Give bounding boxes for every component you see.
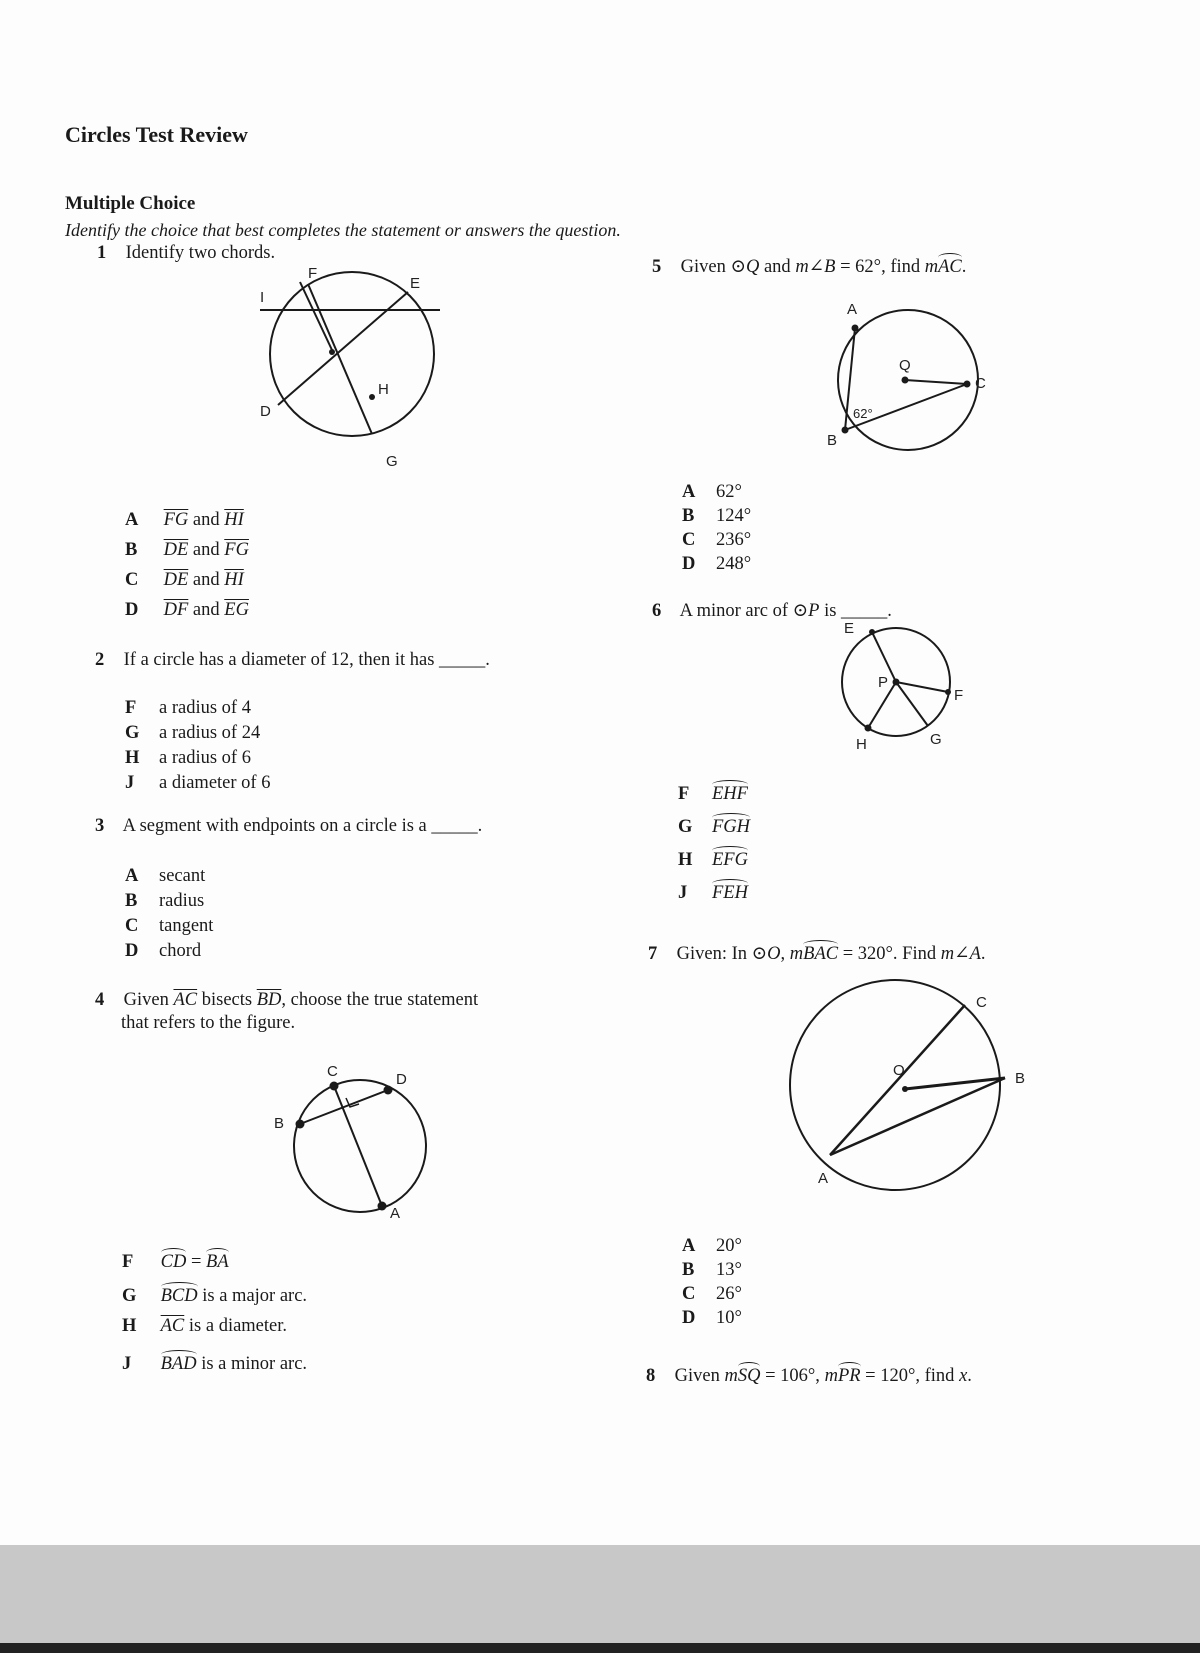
choice-letter: J	[678, 883, 688, 903]
choice-text: a radius of 6	[159, 748, 251, 768]
choice-letter: J	[125, 773, 135, 793]
question-text: = 120°, find	[860, 1366, 960, 1386]
q3-choice-c[interactable]	[125, 916, 213, 937]
arc: PR	[838, 1362, 861, 1387]
fig-label-F: F	[954, 687, 964, 704]
fig-label-I: I	[260, 289, 265, 306]
variable: x	[959, 1366, 968, 1386]
q7-choice-d[interactable]	[682, 1308, 742, 1329]
question-text: Given ⊙	[680, 257, 746, 277]
question-text: .	[961, 257, 967, 277]
choice-letter: C	[125, 570, 139, 590]
question-text: A minor arc of ⊙	[679, 601, 809, 621]
fig-label-O: O	[893, 1062, 905, 1079]
choice-text: a radius of 4	[159, 698, 251, 718]
q2-choice-g[interactable]	[125, 723, 260, 744]
q5-choice-c[interactable]	[682, 530, 751, 551]
section-heading: Multiple Choice	[65, 193, 196, 214]
choice-letter: D	[125, 600, 139, 620]
circle-name: O	[767, 944, 781, 964]
question-text: Given: In ⊙	[676, 944, 768, 964]
question-text: Given	[674, 1366, 725, 1386]
choice-text: is a diameter.	[188, 1316, 288, 1336]
equals: =	[190, 1252, 202, 1272]
fig-label-A: A	[818, 1170, 829, 1187]
choice-text: 248°	[716, 554, 752, 574]
question-5	[652, 253, 966, 278]
q7-choice-c[interactable]	[682, 1284, 742, 1305]
question-text: is _____.	[819, 601, 892, 621]
fig-label-C: C	[327, 1063, 338, 1080]
fig-label-H: H	[856, 736, 867, 753]
connector: and	[192, 600, 220, 620]
q1-choice-b[interactable]	[125, 540, 249, 561]
segment: $\overline{AC}$	[173, 990, 198, 1010]
question-text: = 320°. Find	[838, 944, 941, 964]
segment: $\overline{DE}$	[163, 540, 189, 560]
q5-choice-b[interactable]	[682, 506, 751, 527]
question-text: Given	[123, 990, 169, 1010]
choice-text: radius	[159, 891, 205, 911]
fig-label-C: C	[976, 994, 987, 1011]
choice-letter: A	[682, 1236, 696, 1256]
choice-text: tangent	[159, 916, 214, 936]
measure: m	[924, 257, 939, 277]
question-number: 2	[95, 650, 105, 670]
question-text: , choose the true statement	[281, 990, 479, 1010]
fig-label-angle: 62°	[853, 406, 873, 421]
segment: $\overline{HI}$	[224, 510, 244, 530]
circle-name: Q	[745, 257, 760, 277]
segment: $\overline{DE}$	[163, 570, 189, 590]
arc: EFG	[712, 846, 748, 871]
choice-letter: G	[122, 1286, 137, 1306]
choice-letter: F	[122, 1252, 134, 1272]
page-title: Circles Test Review	[65, 122, 248, 147]
q5-choice-a[interactable]	[682, 482, 742, 503]
measure: m	[789, 944, 804, 964]
arc: BAC	[803, 940, 838, 965]
question-1	[97, 243, 275, 264]
choice-letter: B	[682, 1260, 695, 1280]
q6-choice-g[interactable]	[678, 813, 750, 838]
choice-text: secant	[159, 866, 206, 886]
arc: BAD	[161, 1350, 197, 1375]
choice-text: a radius of 24	[159, 723, 261, 743]
arc: BCD	[161, 1282, 198, 1307]
choice-text: a diameter of 6	[159, 773, 271, 793]
fig-label-B: B	[274, 1115, 285, 1132]
measure: m	[724, 1366, 738, 1386]
question-text: A segment with endpoints on a circle is a _____.	[122, 816, 483, 836]
q3-choice-d[interactable]	[125, 941, 201, 962]
segment: $\overline{EG}$	[224, 600, 249, 620]
choice-letter: G	[678, 817, 693, 837]
angle: m∠A	[940, 944, 981, 964]
q3-choice-a[interactable]	[125, 866, 205, 887]
choice-letter: B	[125, 540, 138, 560]
choice-letter: C	[125, 916, 139, 936]
scan-bottom-edge	[0, 1643, 1200, 1653]
choice-letter: H	[678, 850, 693, 870]
q4-choice-h[interactable]	[122, 1316, 287, 1337]
choice-text: 124°	[716, 506, 752, 526]
fig-label-B: B	[1015, 1070, 1026, 1087]
measure: m	[824, 1366, 838, 1386]
figure-q6-circle	[830, 620, 990, 755]
fig-label-F: F	[308, 265, 318, 282]
question-text: = 106°,	[760, 1366, 825, 1386]
arc: BA	[206, 1248, 229, 1273]
fig-label-E: E	[410, 275, 421, 292]
choice-text: 13°	[716, 1260, 742, 1280]
q2-choice-h[interactable]	[125, 748, 251, 769]
q7-choice-a[interactable]	[682, 1236, 742, 1257]
fig-label-Q: Q	[899, 357, 911, 374]
choice-letter: D	[125, 941, 139, 961]
q1-choice-c[interactable]	[125, 570, 244, 591]
q7-choice-b[interactable]	[682, 1260, 742, 1281]
question-3	[95, 816, 482, 837]
question-number: 6	[652, 601, 662, 621]
arc: SQ	[738, 1362, 761, 1387]
segment: $\overline{BD}$	[256, 990, 282, 1010]
scan-bottom-margin	[0, 1545, 1200, 1653]
q6-choice-f[interactable]	[678, 780, 748, 805]
question-4	[95, 990, 478, 1011]
connector: and	[192, 540, 220, 560]
choice-letter: A	[125, 510, 139, 530]
question-text: .	[980, 944, 986, 964]
choice-letter: D	[682, 1308, 696, 1328]
choice-text: 10°	[716, 1308, 742, 1328]
segment: $\overline{FG}$	[224, 540, 249, 560]
choice-letter: A	[682, 482, 696, 502]
question-text: If a circle has a diameter of 12, then it has _____.	[123, 650, 490, 670]
choice-text: is a major arc.	[202, 1286, 308, 1306]
fig-label-G: G	[930, 731, 942, 748]
arc: FEH	[712, 879, 748, 904]
circle-name: P	[808, 601, 820, 621]
arc: EHF	[712, 780, 748, 805]
angle: m∠B	[795, 257, 836, 277]
question-number: 7	[648, 944, 658, 964]
q1-choice-a[interactable]	[125, 510, 244, 531]
question-text: and	[759, 257, 796, 277]
choice-letter: B	[125, 891, 138, 911]
fig-label-B: B	[827, 432, 838, 449]
fig-label-E: E	[844, 620, 855, 637]
choice-text: 26°	[716, 1284, 742, 1304]
q6-choice-h[interactable]	[678, 846, 748, 871]
choice-letter: C	[682, 530, 696, 550]
question-text: Identify two chords.	[125, 243, 276, 263]
arc: CD	[161, 1248, 187, 1273]
segment: $\overline{AC}$	[160, 1316, 185, 1336]
fig-label-C: C	[975, 375, 986, 392]
choice-text: chord	[159, 941, 202, 961]
choice-text: 62°	[716, 482, 742, 502]
fig-label-A: A	[390, 1205, 401, 1222]
question-2	[95, 650, 490, 671]
figure-q7-circle	[790, 985, 1050, 1195]
choice-letter: F	[678, 784, 690, 804]
question-text: .	[967, 1366, 972, 1386]
choice-letter: H	[122, 1316, 137, 1336]
question-text: bisects	[201, 990, 253, 1010]
fig-label-D: D	[260, 403, 271, 420]
arc: AC	[938, 253, 962, 278]
fig-label-P: P	[878, 674, 889, 691]
choice-letter: G	[125, 723, 140, 743]
q4-choice-g[interactable]	[122, 1282, 307, 1307]
question-number: 5	[652, 257, 662, 277]
choice-letter: A	[125, 866, 139, 886]
arc: FGH	[712, 813, 750, 838]
question-number: 8	[646, 1366, 656, 1386]
choice-letter: F	[125, 698, 137, 718]
figure-q1-circle	[240, 265, 470, 470]
fig-label-H: H	[378, 381, 389, 398]
q2-choice-j[interactable]	[125, 773, 270, 794]
q4-choice-j[interactable]	[122, 1350, 307, 1375]
question-8	[646, 1362, 972, 1387]
question-6	[652, 600, 892, 622]
choice-letter: D	[682, 554, 696, 574]
segment: $\overline{DF}$	[163, 600, 189, 620]
q1-choice-d[interactable]	[125, 600, 249, 621]
question-7	[648, 940, 986, 965]
choice-text: 20°	[716, 1236, 742, 1256]
choice-letter: J	[122, 1354, 132, 1374]
q3-choice-b[interactable]	[125, 891, 204, 912]
segment: $\overline{HI}$	[224, 570, 244, 590]
question-4-line2: that refers to the figure.	[121, 1013, 296, 1033]
question-number: 3	[95, 816, 105, 836]
q4-choice-f[interactable]	[122, 1248, 229, 1273]
q2-choice-f[interactable]	[125, 698, 251, 719]
connector: and	[192, 570, 220, 590]
segment: $\overline{FG}$	[163, 510, 189, 530]
choice-letter: C	[682, 1284, 696, 1304]
question-number: 4	[95, 990, 105, 1010]
q5-choice-d[interactable]	[682, 554, 751, 575]
q6-choice-j[interactable]	[678, 879, 748, 904]
figure-q5-circle	[815, 300, 1005, 460]
instructions: Identify the choice that best completes the statement or answers the question.	[65, 220, 621, 240]
choice-letter: H	[125, 748, 140, 768]
choice-letter: B	[682, 506, 695, 526]
question-number: 1	[97, 243, 107, 263]
fig-label-G: G	[386, 453, 398, 470]
fig-label-D: D	[396, 1071, 407, 1088]
connector: and	[192, 510, 220, 530]
question-text: ,	[780, 944, 790, 964]
fig-label-A: A	[847, 301, 858, 318]
choice-text: is a minor arc.	[201, 1354, 308, 1374]
figure-q4-circle	[270, 1060, 440, 1220]
question-text: = 62°, find	[835, 257, 925, 277]
choice-text: 236°	[716, 530, 752, 550]
